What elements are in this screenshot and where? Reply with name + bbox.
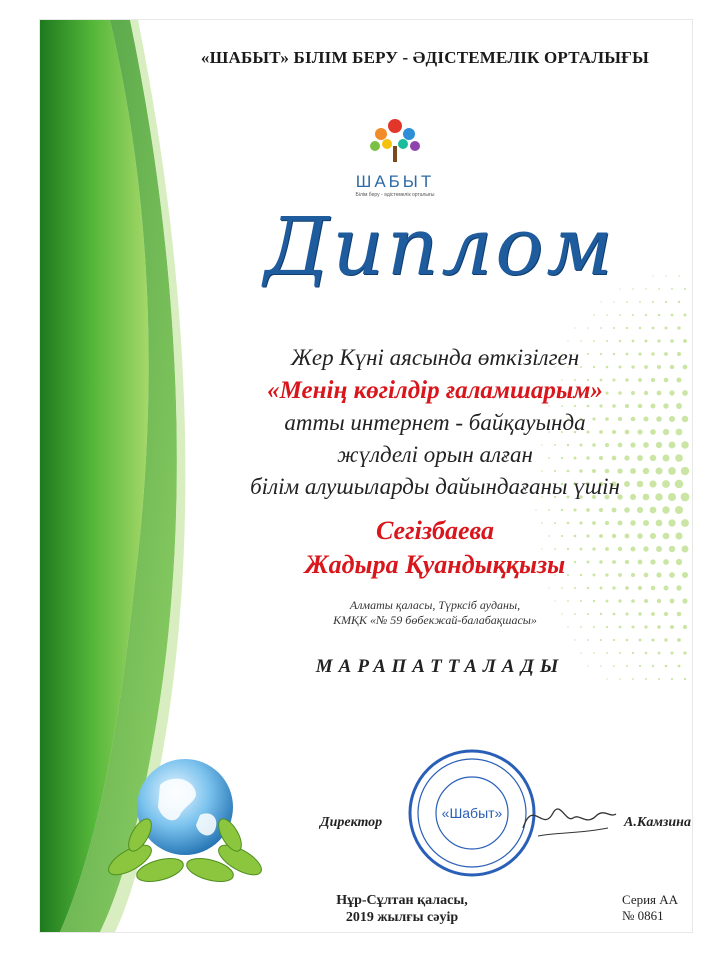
- halftone-dot: [657, 625, 661, 629]
- halftone-dot: [657, 339, 660, 342]
- halftone-dot: [644, 625, 647, 628]
- halftone-dot: [670, 365, 674, 369]
- halftone-dot: [567, 470, 570, 473]
- halftone-dot: [632, 652, 634, 654]
- halftone-dot: [637, 507, 643, 513]
- halftone-dot: [632, 314, 634, 316]
- halftone-dot: [684, 314, 687, 317]
- halftone-dot: [592, 547, 595, 550]
- halftone-dot: [682, 572, 688, 578]
- halftone-dot: [580, 626, 582, 628]
- halftone-dot: [682, 416, 689, 423]
- organization-header: «ШАБЫТ» БІЛІМ БЕРУ - ӘДІСТЕМЕЛІК ОРТАЛЫҒЫ: [200, 48, 650, 67]
- body-line-5: білім алушыларды дайындағаны үшін: [250, 474, 620, 499]
- halftone-dot: [561, 509, 563, 511]
- halftone-dot: [626, 301, 628, 303]
- halftone-dot: [624, 507, 630, 513]
- halftone-dot: [684, 288, 686, 290]
- halftone-dot: [587, 405, 590, 408]
- halftone-dot: [678, 301, 680, 303]
- halftone-dot: [618, 599, 621, 602]
- halftone-dot: [681, 493, 690, 502]
- halftone-dot: [592, 469, 596, 473]
- halftone-dot: [535, 509, 536, 510]
- halftone-dot: [684, 678, 686, 680]
- body-line-4: жүлделі орын алған: [337, 442, 533, 467]
- halftone-dot: [683, 365, 688, 370]
- halftone-dot: [625, 404, 629, 408]
- halftone-dot: [580, 548, 583, 551]
- halftone-dot: [626, 639, 629, 642]
- halftone-dot: [625, 612, 628, 615]
- halftone-dot: [612, 508, 617, 513]
- director-name: А.Камзина: [624, 815, 691, 830]
- halftone-dot: [675, 454, 683, 462]
- halftone-dot: [677, 352, 681, 356]
- body-line-3: атты интернет - байқауында: [284, 410, 586, 435]
- diploma-title: Диплом: [264, 200, 616, 293]
- halftone-dot: [658, 678, 660, 680]
- halftone-dot: [587, 587, 590, 590]
- halftone-dot: [548, 509, 550, 511]
- halftone-dot: [605, 547, 609, 551]
- series-label: Серия АА: [622, 892, 679, 907]
- halftone-dot: [652, 665, 654, 667]
- halftone-dot: [671, 678, 673, 680]
- halftone-dot: [619, 652, 621, 654]
- halftone-dot: [652, 327, 655, 330]
- halftone-dot: [665, 665, 668, 668]
- logo-subtitle: Білім беру - әдістемелік орталығы: [355, 192, 435, 198]
- halftone-dot: [682, 598, 687, 603]
- halftone-dot: [613, 613, 616, 616]
- halftone-dot: [600, 639, 602, 641]
- halftone-dot: [669, 390, 674, 395]
- halftone-dot: [600, 613, 602, 615]
- halftone-dot: [600, 587, 603, 590]
- halftone-dot: [548, 587, 549, 588]
- halftone-dot: [561, 587, 563, 589]
- halftone-dot: [574, 327, 575, 328]
- halftone-dot: [593, 340, 595, 342]
- halftone-dot: [617, 468, 622, 473]
- halftone-dot: [651, 586, 656, 591]
- halftone-dot: [645, 340, 648, 343]
- halftone-dot: [643, 546, 648, 551]
- halftone-dot: [580, 340, 582, 342]
- halftone-dot: [632, 626, 635, 629]
- halftone-dot: [618, 547, 622, 551]
- halftone-dot: [658, 314, 661, 317]
- halftone-dot: [574, 639, 575, 640]
- halftone-dot: [678, 665, 681, 668]
- halftone-dot: [676, 429, 683, 436]
- halftone-dot: [669, 572, 675, 578]
- halftone-dot: [639, 301, 641, 303]
- halftone-dot: [548, 405, 549, 406]
- halftone-dot: [657, 599, 661, 603]
- footer-city: Нұр-Сұлтан қаласы,: [336, 893, 468, 908]
- halftone-dot: [665, 301, 667, 303]
- logo-name: ШАБЫТ: [355, 172, 435, 191]
- halftone-dot: [574, 587, 576, 589]
- halftone-dot: [677, 326, 680, 329]
- halftone-dot: [671, 314, 674, 317]
- halftone-dot: [606, 678, 607, 679]
- globe-with-leaves-icon: [100, 745, 270, 895]
- halftone-dot: [644, 599, 648, 603]
- halftone-dot: [645, 314, 647, 316]
- halftone-dot: [662, 506, 669, 513]
- halftone-dot: [631, 547, 636, 552]
- halftone-dot: [625, 586, 629, 590]
- place-line-1: Алматы қаласы, Түрксіб ауданы,: [349, 598, 521, 612]
- halftone-dot: [613, 327, 615, 329]
- halftone-dot: [567, 340, 568, 341]
- footer-city-date: [302, 892, 502, 926]
- halftone-dot: [574, 405, 576, 407]
- halftone-dot: [651, 638, 654, 641]
- director-label: Директор: [320, 815, 383, 830]
- halftone-dot: [664, 612, 668, 616]
- halftone-dot: [639, 327, 642, 330]
- halftone-dot: [664, 326, 667, 329]
- halftone-dot: [681, 519, 689, 527]
- halftone-dot: [573, 508, 576, 511]
- halftone-dot: [619, 626, 622, 629]
- halftone-dot: [676, 585, 681, 590]
- halftone-dot: [631, 599, 635, 603]
- halftone-dot: [676, 377, 681, 382]
- halftone-dot: [599, 508, 603, 512]
- halftone-dot: [600, 301, 601, 302]
- halftone-dot: [670, 599, 675, 604]
- halftone-dot: [606, 340, 608, 342]
- halftone-dot: [652, 301, 654, 303]
- halftone-dot: [600, 327, 602, 329]
- halftone-dot: [606, 652, 608, 654]
- halftone-dot: [580, 652, 581, 653]
- halftone-dot: [579, 469, 582, 472]
- halftone-dot: [613, 639, 615, 641]
- halftone-dot: [682, 390, 688, 396]
- halftone-dot: [599, 404, 602, 407]
- halftone-dot: [683, 625, 687, 629]
- halftone-dot: [593, 652, 595, 654]
- stamp-center-text: «Шабыт»: [441, 805, 503, 821]
- halftone-dot: [677, 638, 681, 642]
- halftone-dot: [683, 651, 686, 654]
- halftone-dot: [606, 600, 609, 603]
- halftone-dot: [638, 586, 642, 590]
- director-signature: [518, 788, 618, 848]
- halftone-dot: [580, 600, 582, 602]
- halftone-dot: [650, 507, 657, 514]
- halftone-dot: [605, 469, 610, 474]
- halftone-dot: [612, 404, 616, 408]
- halftone-dot: [587, 639, 589, 641]
- halftone-dot: [670, 651, 673, 654]
- halftone-dot: [606, 626, 608, 628]
- halftone-dot: [675, 506, 683, 514]
- halftone-dot: [626, 327, 628, 329]
- award-heading: МАРАПАТТАЛАДЫ: [315, 656, 565, 677]
- halftone-dot: [677, 612, 682, 617]
- contest-name: «Менің көгілдір ғаламшарым»: [267, 377, 603, 404]
- halftone-dot: [632, 340, 635, 343]
- halftone-dot: [664, 586, 669, 591]
- halftone-dot: [651, 612, 655, 616]
- halftone-dot: [664, 638, 667, 641]
- footer-date: 2019 жылғы сәуір: [345, 910, 459, 925]
- halftone-dot: [678, 275, 680, 277]
- halftone-dot: [682, 546, 689, 553]
- halftone-dot: [541, 470, 543, 472]
- halftone-dot: [658, 652, 661, 655]
- halftone-dot: [587, 327, 589, 329]
- halftone-dot: [612, 586, 615, 589]
- halftone-dot: [619, 340, 621, 342]
- halftone-dot: [632, 678, 634, 680]
- halftone-dot: [675, 532, 682, 539]
- halftone-dot: [638, 404, 643, 409]
- halftone-dot: [586, 508, 590, 512]
- halftone-dot: [665, 275, 666, 276]
- halftone-dot: [645, 678, 647, 680]
- halftone-dot: [681, 467, 689, 475]
- halftone-dot: [606, 314, 608, 316]
- diploma-sheet: [40, 20, 692, 932]
- halftone-dot: [587, 613, 589, 615]
- footer-series: [622, 892, 692, 924]
- halftone-dot: [638, 612, 642, 616]
- halftone-dot: [554, 470, 556, 472]
- halftone-dot: [671, 288, 673, 290]
- halftone-dot: [676, 403, 682, 409]
- halftone-dot: [683, 339, 687, 343]
- series-number: № 0861: [622, 908, 664, 923]
- place-line-2: КМҚК «№ 59 бөбекжай-балабақшасы»: [333, 613, 537, 627]
- halftone-dot: [676, 559, 682, 565]
- body-line-1: Жер Күні аясында өткізілген: [290, 345, 580, 370]
- halftone-dot: [613, 301, 614, 302]
- halftone-dot: [681, 441, 688, 448]
- halftone-dot: [670, 339, 674, 343]
- halftone-dot: [619, 678, 621, 680]
- halftone-dot: [639, 639, 642, 642]
- recipient-surname: Сегізбаева: [376, 516, 494, 545]
- halftone-dot: [663, 403, 668, 408]
- halftone-dot: [619, 314, 621, 316]
- halftone-dot: [645, 652, 648, 655]
- halftone-dot: [651, 404, 656, 409]
- halftone-dot: [593, 314, 594, 315]
- halftone-dot: [675, 480, 684, 489]
- halftone-dot: [593, 600, 595, 602]
- halftone-dot: [670, 625, 674, 629]
- halftone-dot: [567, 548, 569, 550]
- halftone-dot: [561, 405, 563, 407]
- halftone-dot: [593, 626, 595, 628]
- recipient-given-names: Жадыра Қуандыққызы: [304, 550, 566, 579]
